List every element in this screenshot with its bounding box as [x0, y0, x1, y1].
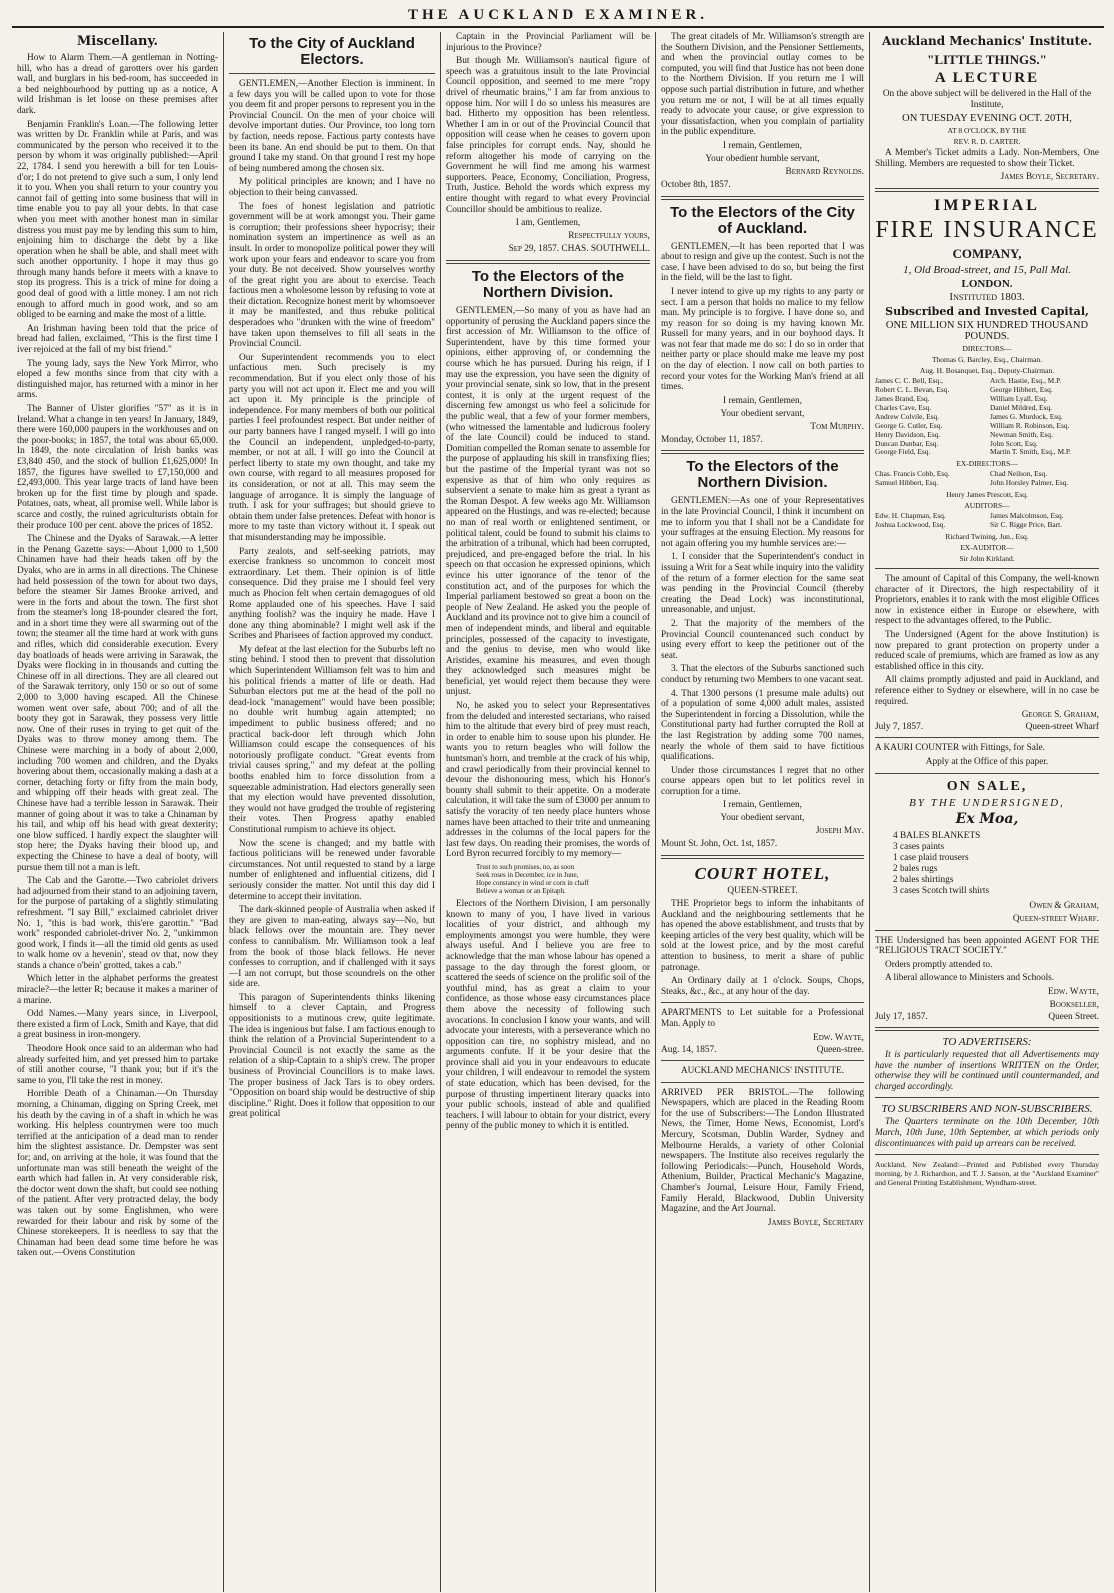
paragraph: The Banner of Ulster glorifies "57" as it is in Ireland. What a change in ten years! In January, 1849, there were 160,000 paupers in the workhouses and on the poor-books; in 1857, the total was about 65,000. In 1849, the note circulation of Irish banks was £3,840 450, and the stock of bullion £1,625,000! In 1857, the figures have swelled to £7,150,000 and £2,493,000. This year large tracts of land have been broken up for the first time by plough and spade. Potatoes, oats, wheat, all promise well. While labor is scarce and costly, the ruined agriculturists obtain for their produce 100 per cent. above the prices of 1852.: [17, 404, 218, 531]
director-name: George G. Cutler, Esq.: [875, 421, 943, 430]
ex-director-name: Chad Neilson, Esq.: [990, 470, 1048, 479]
chairman: Thomas G. Barcley, Esq., Chairman.: [931, 355, 1043, 365]
column-1: [12, 32, 224, 1592]
auditors-list: [875, 512, 1099, 530]
lecture-subject: "LITTLE THINGS.": [927, 52, 1047, 67]
insurance-footer: [875, 723, 1099, 732]
miscellany-heading: Miscellany.: [76, 34, 159, 49]
paragraph: The amount of Capital of this Company, the well-known character of it Directors, the high respectability of it Proprietors, enables it to rank with the most eligible Offices now in existence either in Europe or elsewhere, with respect to the advantages offered, to the Public.: [875, 573, 1099, 627]
columns: [12, 32, 1104, 1592]
signature: Joseph May.: [815, 826, 864, 837]
closing-2: Your obedient humble servant,: [705, 153, 820, 164]
date: Mount St. John, Oct. 1st, 1857.: [661, 839, 778, 850]
closing-2: Respectfully yours,: [568, 231, 650, 242]
paragraph: The Undersigned (Agent for the above Institution) is now prepared to grant protection on property under a reduced scale of premiums, which are framed as low as any established office in this city.: [875, 629, 1099, 672]
auditor-name: Edw. H. Chapman, Esq.: [875, 512, 946, 521]
paragraph: Captain in the Provincial Parliament will be injurious to the Province?: [446, 32, 650, 53]
may-address-body: [661, 496, 864, 797]
auditor-name: Sir C. Rigge Price, Bart.: [990, 521, 1063, 530]
column-3: [441, 32, 656, 1592]
divider: [875, 737, 1099, 738]
insurance-title-1: IMPERIAL: [934, 197, 1040, 215]
paragraph: No, he asked you to select your Representatives from the deluded and interested sectarians, who raised him to the altitude that every bird of prey must reach, in order to enable him to souse upon his plunder. He wants you to return beagles who will follow the huntsman's horn, and tremble at the crack of his whip, and crawl periodically from their provincial kennel to devour the dishonouring mess, which his Honor's bounty shall submit to their appetite. On a moderate calculation, it will take the sum of £3000 per annum to satisfy the voracity of ten needy place hunters whose names have been attached to their trite and unmeaning addresses in the columns of the local papers for the last few days. On reading their promises, the words of Lord Byron recurred forcibly to my memory—: [446, 701, 650, 860]
ex-director-name: Chas. Francis Cobb, Esq.: [875, 470, 950, 479]
paragraph: All claims promptly adjusted and paid in Auckland, and reference either to Sydney or elsewhere, will in no case be required.: [875, 675, 1099, 707]
signature: James Boyle, Secretary: [767, 1217, 864, 1228]
divider: [875, 1027, 1099, 1031]
role: Bookseller,: [1049, 1000, 1099, 1011]
sale-item: 3 cases Scotch twill shirts: [893, 885, 990, 896]
insurance-body: [875, 574, 1099, 707]
ex-directors-list: [875, 470, 1099, 488]
divider: [661, 1002, 864, 1003]
paragraph: Theodore Hook once said to an alderman who had already surfeited him, and yet pressed him to partake of still another course, "I thank you; but if it's the same to you, I'll take the rest in money.: [17, 1044, 218, 1086]
masthead: THE AUCKLAND EXAMINER.: [12, 6, 1104, 28]
paragraph: 2. That the majority of the members of the Provincial Council countenanced such conduct by using every effort to keep the petitioner out of the seat.: [661, 618, 864, 661]
byron-quote: [476, 863, 650, 895]
director-name: Robert C. L. Bevan, Esq.: [875, 386, 950, 395]
ex-director-name: Samuel Hibbert, Esq.: [875, 479, 939, 488]
sale-by: BY THE UNDERSIGNED,: [909, 796, 1065, 809]
tract-footer: [875, 1013, 1099, 1022]
signature: George S. Graham,: [1021, 710, 1099, 721]
column-5: [870, 32, 1104, 1592]
subscribers-title: TO SUBSCRIBERS AND NON-SUBSCRIBERS.: [881, 1103, 1093, 1116]
poem-line: Hope constancy in wind or corn in chaff: [476, 878, 589, 887]
paragraph: The foes of honest legislation and patriotic government will be at work amongst you. Their game is corruption; their professions sheer hypocrisy; their nomination system an impertinence as well as an insult. In order to monopolize political power they will work upon your fears and endeavor to scare you from your duty. Be not deceived. Show yourselves worthy of the great right you are about to exercise. Teach factious men a wholesome lesson by refusing to vote at their dictation. Recognize honest merit by whomsoever it may be manifested, and thus rebuke political desperadoes who "drunken with the wine of freedom" have taken upon themselves to fill all seats in the Provincial Council.: [229, 201, 435, 350]
apartments-ad: APARTMENTS to Let suitable for a Professional Man. Apply to: [661, 1008, 864, 1029]
paragraph: The dark-skinned people of Australia when asked if they are given to man-eating, always say—No, but black fellows over the mountain are. They never confess to cannibalism. Mr. Williamson took a leaf from the book of those black fellows. He never confesses to corruption, and if challenged with it says—I am not corrupt, but those scoundrels on the other side are.: [229, 905, 435, 990]
closing-2: Your obedient servant,: [720, 408, 805, 419]
auditor-name: James Malcolmson, Esq.: [990, 512, 1064, 521]
director-name: William Lyall, Esq.: [990, 395, 1048, 403]
paragraph: An Ordinary daily at 1 o'clock. Soups, Chops, Steaks, &c., &c., at any hour of the day.: [661, 976, 864, 997]
director-name: George Hibbert, Esq.: [990, 386, 1053, 395]
divider: [875, 773, 1099, 774]
divider: [875, 1154, 1099, 1155]
director-name: John Scott, Esq.: [990, 439, 1038, 448]
advertisers-text: It is particularly requested that all Advertisements may have the number of insertions WRITTEN on the Order, otherwise they will be continued until countermanded, and charged accordingly.: [875, 1050, 1099, 1092]
tract-ad: THE Undersigned has been appointed AGENT FOR THE "RELIGIOUS TRACT SOCIETY.": [875, 935, 1099, 957]
miscellany-body: [17, 53, 218, 1259]
mechanics-notice: ARRIVED PER BRISTOL.—The following Newspapers, which are placed in the Reading Room for the use of Subscribers:—The London Illustrated News, the Timer, Home News, Economist, Lord's Mercury, Scotsman, Dublin Warder, Sydney and Melbourne Heralds, a variety of other Colonial newspapers. The Institute also receives regularly the following Periodicals:—Punch, Household Words, Athenium, Builder, Practical Mechanic's Magazine, Chamber's Journal, Leisure Hour, Family Friend, Family Herald, Blackwood, Dublin University Magazine, and the Art Journal.: [661, 1087, 864, 1215]
capital-heading: Subscribed and Invested Capital,: [885, 305, 1089, 319]
divider: [446, 260, 650, 264]
capital-amount: ONE MILLION SIX HUNDRED THOUSAND POUNDS.: [885, 320, 1089, 343]
paragraph: Benjamin Franklin's Loan.—The following letter was written by Dr. Franklin while at Paris, and was communicated by the person who received it to the person by whom it was originally published:—April 22, 1784. I send you herewith a bill for ten Louis-d'or; I do not pretend to give such a sum, I only lend it to you. When you shall return to your country you cannot fail of getting into some business that will in time enable you to pay all your debts. In that case when you meet with another honest man in similar distress you must pay me by lending this sum to him, enjoining him to discharge the debt by a like operation when he shall be able, and shall meet with such another opportunity. I hope it may thus go through many hands before it meets with a knave to stop its progress. This is a trick of mine for doing a good deal of good with a little money. I am not rich enough to afford much in good work, and so am obliged to be earning and make the most of a little.: [17, 119, 218, 321]
insurance-address: 1, Old Broad-street, and 15, Pall Mal.: [903, 264, 1071, 277]
director-name: Duncan Dunbar, Esq.: [875, 439, 939, 448]
lecture-text: On the above subject will be delivered in the Hall of the Institute,: [882, 89, 1092, 110]
closing-2: Your obedient servant,: [720, 813, 805, 824]
lecture-heading: A LECTURE: [934, 70, 1040, 86]
sale-title: ON SALE,: [946, 778, 1028, 794]
southwell-address-continued: [446, 32, 650, 215]
lecture-time: AT 8 O'CLOCK, BY THE: [947, 126, 1027, 135]
sale-item: 2 bales rugs: [893, 863, 938, 874]
court-hotel-body: [661, 899, 864, 997]
divider: [661, 1082, 864, 1083]
directors-label: DIRECTORS—: [962, 344, 1012, 354]
auditor-last: Richard Twining, Jun., Esq.: [945, 531, 1029, 541]
paragraph: 4. That 1300 persons (1 presume male adults) out of a population of some 4,000 adult males, assisted the Superintendent in forcing a Dissolution, while the Constitutional party had further corrupted the Roll at the last Registration by adding some 700 names, nearly the whole of them said to have fictitious qualifications.: [661, 688, 864, 763]
column-4: [656, 32, 870, 1592]
date: October 8th, 1857.: [661, 179, 731, 190]
lecturer: REV. R. D. CARTER.: [953, 137, 1021, 146]
subscribers-text: The Quarters terminate on the 10th December, 10th March, 10th June, 10th September, at which periods only discontinuances with paid up arrears can be received.: [875, 1117, 1099, 1149]
date: Monday, October 11, 1857.: [661, 434, 763, 445]
paragraph: 1. I consider that the Superintendent's conduct in issuing a Writ for a Seat while inquiry into the validity of the return of a former election for the same seat was pending in the Provincial Council (thereby creating the Dead Lock) was inconstitutional, unreasonable, and unjust.: [661, 552, 864, 616]
director-name: James C. C. Bell, Esq.,: [875, 377, 943, 386]
divider: [875, 568, 1099, 569]
paragraph: GENTLEMEN,—It has been reported that I was about to resign and give up the contest. Such is not the case. I have been advised to do so, but being the first in the field, will be the last to fight.: [661, 241, 864, 284]
signature: Owen & Graham,: [1029, 900, 1099, 911]
director-name: Newman Smith, Esq.: [990, 430, 1053, 439]
paragraph: How to Alarm Them.—A gentleman in Notting-hill, who has a dread of garotters over his garden wall, and burglars in his bed-room, has succeeded in a bed neighbourhood by putting up as a notice, A wild Irishman is let loose on these premises after dark.: [17, 53, 218, 116]
paragraph: 3. That the electors of the Suburbs sanctioned such conduct by returning two Members to one vacant seat.: [661, 664, 864, 685]
place: Queen-stree.: [816, 1044, 864, 1055]
divider: [661, 196, 864, 200]
insurance-title-2: FIRE INSURANCE: [875, 217, 1099, 244]
divider: [229, 73, 435, 74]
place: Queen-street Wharf.: [1012, 913, 1099, 924]
date: July 17, 1857.: [875, 1012, 928, 1023]
sale-ship: Ex Moa,: [955, 810, 1019, 827]
divider: [875, 188, 1099, 192]
paragraph: The young lady, says the New York Mirror, who eloped a few months since from that city with a distinguished major, has returned with a minor in her arms.: [17, 358, 218, 401]
ex-director-last: Henry James Prescott, Esq.: [946, 490, 1028, 500]
signature: James Boyle, Secretary.: [1000, 172, 1099, 183]
insurance-city: LONDON.: [961, 278, 1013, 291]
paragraph: Odd Names.—Many years since, in Liverpool, there existed a firm of Lock, Smith and Kaye, that did a great business in iron-mongery.: [17, 1009, 218, 1041]
divider: [661, 1060, 864, 1061]
northern-division-heading: To the Electors of the Northern Division.: [471, 268, 625, 302]
signature: Sep 29, 1857. CHAS. SOUTHWELL.: [508, 244, 650, 255]
date: Aug. 14, 1857.: [661, 1044, 717, 1055]
director-name: Henry Davidson, Esq.: [875, 430, 941, 439]
closing: I am, Gentlemen,: [515, 218, 581, 229]
ex-director-name: John Horsley Palmer, Esq.: [990, 479, 1069, 488]
director-name: Charles Cave, Esq.: [875, 403, 932, 412]
sale-item: 4 BALES BLANKETS: [893, 830, 981, 841]
apartments-footer: [661, 1046, 864, 1055]
paragraph: The great citadels of Mr. Williamson's strength are the Southern Division, and the Pensioner Settlements, and when the provincial outlay comes to be computed, you will find that Justice has not been done to the Northern Division. If you return me I will oppose such partial distribution in future, and whether you return me or not, I will be at all times equally ready to advocate your cause, or give expression to your dissatisfaction, when you complain of partiality in the public expenditure.: [661, 32, 864, 138]
kauri-apply: Apply at the Office of this paper.: [925, 756, 1049, 767]
director-name: Arch. Hastie, Esq., M.P.: [990, 377, 1062, 386]
imprint: Auckland, New Zealand:—Printed and Published every Thursday morning, by J. Richardson, and T. J. Sanson, at the "Auckland Examiner" and General Printing Establishment, Wyndham-street.: [875, 1160, 1099, 1188]
paragraph: Which letter in the alphabet performs the greatest miracle?—the letter R; because it makes a mariner of a marine.: [17, 974, 218, 1006]
mechanics-title: AUCKLAND MECHANICS' INSTITUTE.: [680, 1065, 845, 1076]
paragraph: This paragon of Superintendents thinks likening himself to a clever Captain, and Progress oppositionists to a mutinous crew, quite legitimate. The idea is ingenious but false. I am factious enough to think the relation of a Provincial Superintendent to a Provincial Council is not exactly the same as the relation of a ship-Captain to a ship's crew. The proper business of Provincial Councillors is to make laws. The proper business of Jack Tars is to obey orders. "Opposition on board ship would be destructive of ship discipline." Right. Does it follow that opposition to our great political: [229, 992, 435, 1120]
paragraph: Party zealots, and self-seeking patriots, may exercise frankness so uncommon to conceit most extraordinary. Let them. Their opinion is of little consequence. Did they praise me I should feel very much as Phocion felt when certain demagogues of old Rome applauded one of his speeches. Have I said anything foolish? was the inquiry he made. Have I done any thing abominable? I might well ask if the Scribes and Pharisees of faction approved my conduct.: [229, 546, 435, 642]
divider: [875, 1097, 1099, 1098]
tract-orders: Orders promptly attended to.: [885, 959, 993, 970]
paragraph: The Cab and the Garotte.—Two cabriolet drivers had adjourned from their stand to an adjoining tavern, for the purpose of partaking of a slightly stimulating refreshment. "I say Bill," exclaimed cabriolet driver No. 1, "this is bad work, this'ere garottin." "Bad work" responded cabriolet-driver No. 2, "unkimmon good work, I finds it—all the timid old gents as used to walk home ov a hevenin', stead ov that, now they stands a chance o'bein' grotted, takes a cab.": [17, 876, 218, 971]
director-name: William R. Robinson, Esq.: [990, 421, 1070, 430]
city-electors-heading: To the City of Auckland Electors.: [249, 35, 415, 68]
tract-allowance: A liberal allowance to Ministers and Schools.: [885, 973, 1055, 984]
kauri-ad: A KAURI COUNTER with Fittings, for Sale.: [875, 743, 1045, 754]
sale-items: [893, 831, 1099, 897]
lecture-date: ON TUESDAY EVENING OCT. 20TH,: [902, 113, 1072, 124]
place: Queen Street.: [1048, 1012, 1099, 1023]
southwell-address-body: [229, 79, 435, 1120]
paragraph: GENTLEMEN,—Another Election is imminent. In a few days you will be called upon to vote for those you deem fit and proper persons to represent you in the Provincial Council. On the men of your choice will devolve important duties. Our Province, too long torn by faction, needs repose. Factious party contests have been its bane. An end should be put to them. On that ground I take my stand. On that ground I rest my hope of being numbered among the chosen six.: [229, 79, 435, 174]
court-hotel-title: COURT HOTEL,: [694, 864, 831, 884]
closing: I remain, Gentlemen,: [723, 140, 802, 151]
poem-line: Believe a woman or an Epitaph.: [476, 886, 566, 895]
divider: [661, 450, 864, 454]
director-name: James G. Murdock, Esq.: [990, 412, 1063, 421]
sale-item: 3 cases paints: [893, 841, 945, 852]
paragraph: My defeat at the last election for the Suburbs left no sting behind. I stood then to prevent that dissolution which Superintendent Williamson felt was to him and his political friends a matter of life or death. Had Suburban electors put me at the head of the poll no dead-lock "management" would have been possible; no double writ humbug again attempted; no impediment to public business offered; and no practical back-door left through which John Williamson could escape the consequences of his notoriously profligate conduct. "Great events from trivial causes spring," and my defeat at the polling booths enabled him to force dissolution from a squeezable administration. Had electors generally seen that my election would have prevented dissolution, they would not have grudged the trouble of registering their votes. Then Progress apathy enabled Constitutional rumpism to achieve its object.: [229, 644, 435, 835]
court-hotel-sub: QUEEN-STREET.: [727, 886, 798, 897]
auditors-label: AUDITORS—: [964, 501, 1010, 511]
signature: Bernard Reynolds.: [785, 166, 864, 177]
poem-line: Trust to such promises, no, as soon: [476, 862, 575, 871]
signature: Edw. Wayte,: [1048, 987, 1099, 998]
director-name: Daniel Mildred, Esq.: [990, 403, 1052, 412]
northern-address-body: [446, 306, 650, 860]
paragraph: GENTLEMEN:—As one of your Representatives in the late Provincial Council, I think it incumbent on me to inform you that I shall not be a Candidate for your suffrages at the ensuing Election. My reasons for not again offering you my humble services are:—: [661, 496, 864, 549]
northern-address-body-2: [446, 899, 650, 1132]
director-name: Martin T. Smith, Esq., M.P.: [990, 448, 1072, 457]
ex-directors-label: EX-DIRECTORS—: [956, 459, 1018, 469]
paragraph: The Chinese and the Dyaks of Sarawak.—A letter in the Penang Gazette says:—About 1,000 to 1,500 Chinamen have had their heads taken off by the Dyaks, who are in arms in all directions. The Chinese had held possession of the town for about two days, before the steamer Sir James Brooke arrived, and were in the forts and about the town. The first shot from the steamer's long 18-pounder cleared the fort, and in a short time they were all swarming out of the town; the steamer all the time hard at work with guns and rifles, which did considerable execution. Every day boatloads of heads were arriving in Sarawak, the Dyaks were flocking in in thousands and cutting the Chinese off in all directions. They are all cleared out of the Sarawak territory, only 150 or so out of some 2,000 to 3,000 having escaped. All the Chinese women went over safe, about 700; and of all the booty they got in Sarawak, they possess very little now. One of their ruses in trying to get quit of the Dyaks was to throw money among them. The Chinese were marching in a body of about 2,000, including 700 women and children, and the Dyaks hovering about them, occasionally making a dash at a corner, detaching forty or fifty from the main body, and whipping off their heads with great zeal. The Chinese have had a terrible lesson in Sarawak. Their manner of going about it was to take a Chinaman by his tail, and whip off his head with great dexterity; one blow sufficed. I hardly expect the slaughter will stop here; the Dyaks having their blood up, and expecting the Chinese to have a deal of booty, will pursue them till not a man is left.: [17, 534, 218, 873]
sale-item: 2 bales shirtings: [893, 874, 954, 885]
auditor-name: Joshua Lockwood, Esq.: [875, 521, 946, 530]
divider: [661, 855, 864, 859]
reynolds-address-continued: [661, 32, 864, 138]
institute-title: Auckland Mechanics' Institute.: [881, 34, 1093, 48]
advertisers-title: TO ADVERTISERS:: [942, 1036, 1032, 1049]
insurance-instituted: Instituted 1803.: [949, 291, 1025, 304]
director-name: Andrew Colvile, Esq.: [875, 412, 940, 421]
paragraph: Electors of the Northern Division, I am personally known to many of you, I have lived in various localities of your district, and although my employments amongst you were humble, they were always useful. And I believe you are free to acknowledge that the man whose labour has opened a passage to the day through the forest gloom, or scattered the seeds of science on the prolific soil of the youthful mind, has as great a claim to your confidence, as those whose easy circumstances place them above the necessity of following such avocations. In conclusion I know your wants, and will advocate your interests, with a perseverance which no opposition can tire, no sophistry mislead, and no arguments confute. If it be your desire that the province shall aid you in your endeavours to educate your children, I will endeavour to remodel the system of state education, which has been devised, for the purpose of thrusting impertinent literary quacks into your public schools, instead of able and qualified teachers. I will labour to obtain for your district, every penny of the public money to which it is entitled.: [446, 898, 650, 1132]
paragraph: GENTLEMEN,—So many of you as have had an opportunity of perusing the Auckland papers since the first accession of Mr. Williamson to the office of Superintendent, have by this time formed your opinions, either approving of, or condemning the course which he has pursued. During his reign, if I may use the expression, you have seen the dignity of your provincial senate, sink so low, that in the present contest, it is only at the urgent request of the discerning few amongst us who feel a solicitude for the public weal, that a few of your former members, (who witnessed the lamentable and ludicrous foolery of the late Council) could be induced to stand. Domitian compelled the Roman senate to assemble for the purpose of applauding his skill in transfixing flies; but the pastime of the Imperial tyrant was not so expensive as that of him who only requires as subservient a senate to make him as great a tyrant as the Roman Despot. A few weeks ago Mr. Williamson appeared on the Hustings, and was re-elected; because no man of real worth or enlightened sentiment, or political talent, could be found to submit his claims to the arbitration of a tribunal, which had been corrupted, prejudiced, and pre-engaged before the trial. In his speech on that occasion he expressed opinions, which evince his utter ignorance of the tenor of the constitution act, and of the purposes for which the Imperial parliament bestowed so great a boon on the people of New Zealand. He asked you the people of Auckland and its province not to give him a council of men of independent minds, and liberal and equitable principles, possessed of the capacity to investigate, and the genius to devise, men who would like Aristides, examine his measures, and even though they acknowledged such measures might be beneficial, yet would reject them because they were unjust.: [446, 306, 650, 698]
paragraph: I never intend to give up my rights to any party or sect. I am a person that holds no malice to my fellow man. My principle is to forgive. I have done so, and my reason for so doing is my having known Mr. Russell for many years, and in our boyhood days. It was not fear that made me do so: I do so in order that neither party or place should make me leave my post on the day of election. I now call on both parties to record your votes for the Working Man's friend at all times.: [661, 286, 864, 393]
sale-item: 1 case plaid trousers: [893, 852, 969, 863]
place: Queen-street Wharf: [1025, 722, 1099, 733]
northern-division-heading-2: To the Electors of the Northern Division.: [686, 458, 839, 492]
director-name: James Brand, Esq.: [875, 395, 930, 403]
closing: I remain, Gentlemen,: [723, 800, 802, 811]
paragraph: Our Superintendent recommends you to elect unfactious men. Such precisely is my recommendation. But if you elect only those of his party you will not act upon it. Elect me and you will act upon it. My principle is the principle of independence. For many members of both our political parties I feel profoundest respect. But under neither of our party banners have I ranged myself. I will go into the Council an independent, unpledged-to-party, member, or not at all. I will go into the Council at perfect liberty to state my own thought, and take my own course, with regard to all measures proposed for its consideration, or not at all. This may seem the language of arrogance. It is simply the language of truth. I ask for your suffrages; but should grieve to obtain them under false pretences. Defeat with honor is more to my taste than victory without it. I speak out that misunderstanding may be impossible.: [229, 352, 435, 543]
paragraph: An Irishman having been told that the price of bread had fallen, exclaimed, "This is the first time I iver rejoiced at the fall of my bist friend.": [17, 323, 218, 356]
city-auckland-heading: To the Electors of the City of Auckland.: [670, 203, 855, 237]
director-name: George Field, Esq.: [875, 448, 931, 457]
signature: Tom Murphy.: [810, 421, 864, 432]
signature: Edw. Wayte,: [813, 1032, 864, 1043]
paragraph: But though Mr. Williamson's nautical figure of speech was a gratuitous insult to the late Provincial Council opposition, and seemed to me mere "ropy drivel of rheumatic brains," I am far from anxious to oppose him. Nor will I do so unless his measures are bad. Hitherto my opposition has been relentless. Whether I am in or out of the Provincial Council that opposition will cease when he ceases to govern upon false principles for corrupt ends. Nay, should he reform altogether his mode of carrying on the Government he will find me among his warmest supporters. Peace, Economy, Conciliation, Progress, Truth, Justice. Behold the words which express my entire thought with regard to what every Provincial Councillor should be ambitious to realize.: [446, 56, 650, 215]
closing: I remain, Gentlemen,: [723, 395, 802, 406]
paragraph: THE Proprietor begs to inform the inhabitants of Auckland and the neighbouring settlements that he has opened the above establishment, and trusts that by keeping articles of the very best quality, which will be sold at the lowest price, and by the most careful attention to business, to merit a share of public patronage.: [661, 899, 864, 973]
column-2: [224, 32, 441, 1592]
date: July 7, 1857.: [875, 722, 924, 733]
ex-auditor-label: EX-AUDITOR—: [960, 542, 1014, 552]
ex-auditor: Sir John Kirkland.: [959, 553, 1015, 563]
paragraph: Under those circumstances I regret that no other course appears open but to let politics revel in corruption for a time.: [661, 765, 864, 797]
deputy-chairman: Aug. H. Bosanquet, Esq., Deputy-Chairman.: [919, 366, 1055, 376]
paragraph: My political principles are known; and I have no objection to their being canvassed.: [229, 177, 435, 198]
ticket-note: A Member's Ticket admits a Lady. Non-Members, One Shilling. Members are requested to show their Ticket.: [875, 148, 1099, 169]
paragraph: Horrible Death of a Chinaman.—On Thursday morning, a Chinaman, digging on Spring Creek, met his death by the caving in of a shaft in which he was working. His helpless countrymen were too much terrified at the anticipation of a dead man to render him the slightest assistance. Dr. Dempster was sent for; and, on arriving at the hole, it was found that the unfortunate man was still beneath the weight of the earth which had fallen in. At very considerable risk, the doctor went down the shaft, but could see nothing of the patient. After very protracted delay, the body was taken out by some Englishmen, who were rewarded for their labour and risk by some of the Chinese storekeepers. It is needless to say that the Chinaman had been dead some time before he was taken out.—Ovens Constitution: [17, 1089, 218, 1259]
insurance-title-3: COMPANY,: [952, 246, 1022, 262]
paragraph: Now the scene is changed; and my battle with factious politicians will be renewed under favorable circumstances. Not until requested to stand by a large number of enlightened and influential citizens, did I seriously consider the matter. Not until this day did I determine to accept their invitation.: [229, 838, 435, 902]
directors-list: [875, 377, 1099, 457]
divider: [875, 930, 1099, 931]
poem-line: Seek roses in December, ice in June,: [476, 870, 579, 879]
murphy-address-body: [661, 242, 864, 393]
